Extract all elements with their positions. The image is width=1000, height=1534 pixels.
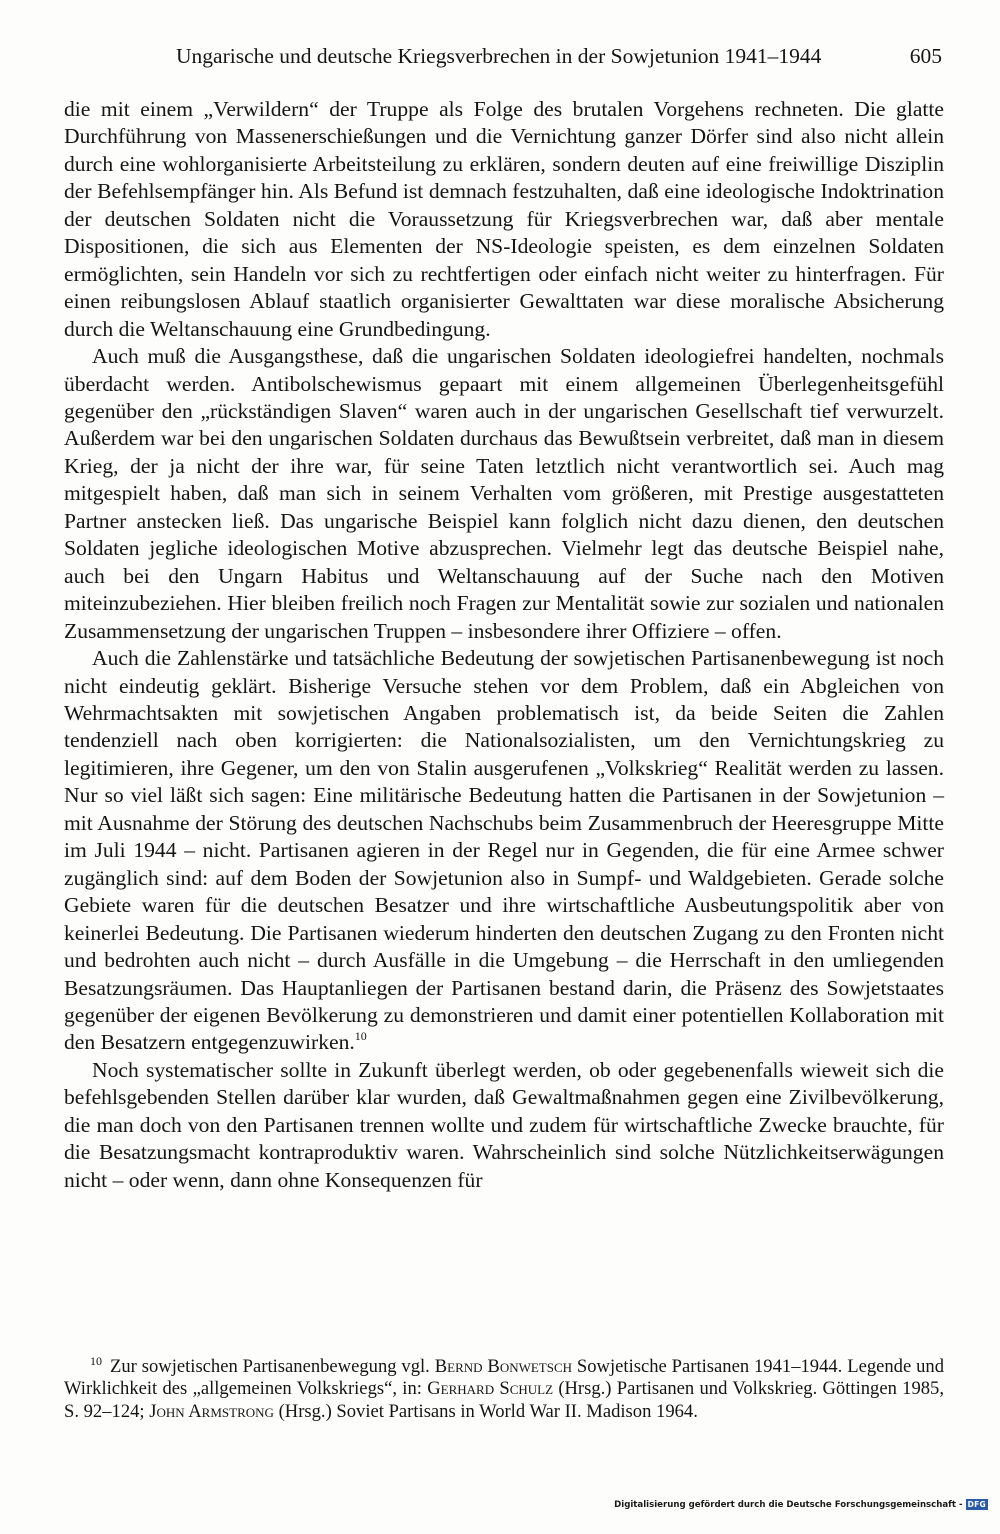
footnote-text-1: Zur sowjetischen Partisanenbewegung vgl. <box>110 1356 435 1377</box>
footnote-author-1: Bernd Bonwetsch <box>434 1356 573 1377</box>
footnote-author-2: Gerhard Schulz <box>427 1378 554 1400</box>
running-header <box>64 38 942 74</box>
paragraph-1: die mit einem „Verwildern“ der Truppe als Folge des brutalen Vorgehens rechneten. Die glatte Durchführung von Massenerschießungen und die Vernichtung ganzer Dörfer sind also nicht allein durch eine wohlorganisierte Arbeitsteilung zu erklären, sondern deuten auf eine freiwillige Disziplin der Befehlsempfänger hin. Als Befund ist demnach festzuhalten, daß eine ideologische Indoktrination der deutschen Soldaten nicht die Voraussetzung für Kriegsverbrechen war, daß aber mentale Dispositionen, die sich aus Elementen der NS-Ideologie speisten, es dem einzelnen Soldaten ermöglichten, sein Handeln vor sich zu rechtfertigen oder einfach nicht weiter zu hinterfragen. Für einen reibungslosen Ablauf staatlich organisierter Gewalttaten war diese moralische Absicherung durch die Weltanschauung eine Grundbedingung. <box>64 97 944 341</box>
footnote <box>64 1356 944 1423</box>
page-number: 605 <box>909 44 942 68</box>
footnote-number: 10 <box>90 1354 102 1368</box>
running-title: Ungarische und deutsche Kriegsverbrechen in der Sowjetunion 1941–1944 <box>176 44 822 68</box>
footnote-text-4: (Hrsg.) Soviet Partisans in World War II. Madison 1964. <box>273 1400 698 1422</box>
body-text <box>64 96 944 1194</box>
paragraph-3 <box>64 645 944 1057</box>
footnote-reference[interactable]: 10 <box>354 1029 367 1044</box>
footnote-10 <box>64 1356 944 1423</box>
paragraph-2: Auch muß die Ausgangsthese, daß die ungarischen Soldaten ideologiefrei handelten, nochmals überdacht werden. Antibolschewismus gepaart mit einem allgemeinen Überlegenheitsgefühl gegenüber den „rückständigen Slaven“ waren auch in der ungarischen Gesellschaft tief verwurzelt. Außerdem war bei den ungarischen Soldaten durchaus das Bewußtsein verbreitet, daß man in diesem Krieg, der ja nicht der ihre war, für seine Taten letztlich nicht verantwortlich sei. Auch mag mitgespielt haben, daß man sich in seinem Verhalten vom größeren, mit Prestige ausgestatteten Partner anstecken ließ. Das ungarische Beispiel kann folglich nicht dazu dienen, den deutschen Soldaten jegliche ideologischen Motive abzusprechen. Vielmehr legt das deutsche Beispiel nahe, auch bei den Ungarn Habitus und Weltanschauung auf der Suche nach den Motiven miteinzubeziehen. Hier bleiben freilich noch Fragen zur Mentalität sowie zur sozialen und nationalen Zusammensetzung der ungarischen Truppen – insbesondere ihrer Offiziere – offen. <box>64 344 944 643</box>
footnote-text-2: Sowjetische Partisanen 1941–1944. Legende und Wirklichkeit des „allgemeinen Volkskriegs“, in: <box>64 1356 944 1400</box>
digitization-credit <box>614 1499 988 1510</box>
dfg-logo: DFG <box>967 1500 986 1509</box>
credit-text: Digitalisierung gefördert durch die Deutsche Forschungsgemeinschaft - <box>614 1499 963 1510</box>
paragraph-4: Noch systematischer sollte in Zukunft überlegt werden, ob oder gegebenenfalls wieweit sich die befehlsgebenden Stellen darüber klar wurden, daß Gewaltmaßnahmen gegen eine Zivilbevölkerung, die man doch von den Partisanen trennen wollte und zudem für wirtschaftliche Zwecke brauchte, für die Besatzungsmacht kontraproduktiv waren. Wahrscheinlich sind solche Nützlichkeitserwägungen nicht – oder wenn, dann ohne Konsequenzen für <box>64 1057 944 1192</box>
footnote-text-3: (Hrsg.) Partisanen und Volkskrieg. Göttingen 1985, S. 92–124; <box>64 1378 944 1422</box>
paragraph-3-text: Auch die Zahlenstärke und tatsächliche Bedeutung der sowjetischen Partisanenbewegung ist noch nicht eindeutig geklärt. Bisherige Versuche stehen vor dem Problem, daß ein Abgleichen von Wehrmachtsakten mit sowjetischen Angaben problematisch ist, da beide Seiten die Zahlen tendenziell nach oben korrigierten: die Nationalsozialisten, um den Vernichtungskrieg zu legitimieren, ihre Gegener, um den von Stalin ausgerufenen „Volkskrieg“ Realität werden zu lassen. Nur so viel läßt sich sagen: Eine militärische Bedeutung hatten die Partisanen in der Sowjetunion – mit Ausnahme der Störung des deutschen Nachschubs beim Zusammenbruch der Heeresgruppe Mitte im Juli 1944 – nicht. Partisanen agieren in der Regel nur in Gegenden, die für eine Armee schwer zugänglich sind: auf dem Boden der Sowjetunion also in Sumpf- und Waldgebieten. Gerade solche Gebiete waren für die deutschen Besatzer und ihre wirtschaftliche Ausbeutungspolitik aber von keinerlei Bedeutung. Die Partisanen wiederum hinderten den deutschen Zugang zu den Fronten nicht und bedrohten auch nicht – durch Ausfälle in die Umgebung – die Herrschaft in den umliegenden Besatzungsräumen. Das Hauptanliegen der Partisanen bestand darin, die Präsenz des Sowjetstaates gegenüber der eigenen Bevölkerung zu demonstrieren und damit einer potentiellen Kollaboration mit den Besatzern entgegenzuwirken. <box>64 646 944 1055</box>
footnote-author-3: John Armstrong <box>149 1400 274 1422</box>
